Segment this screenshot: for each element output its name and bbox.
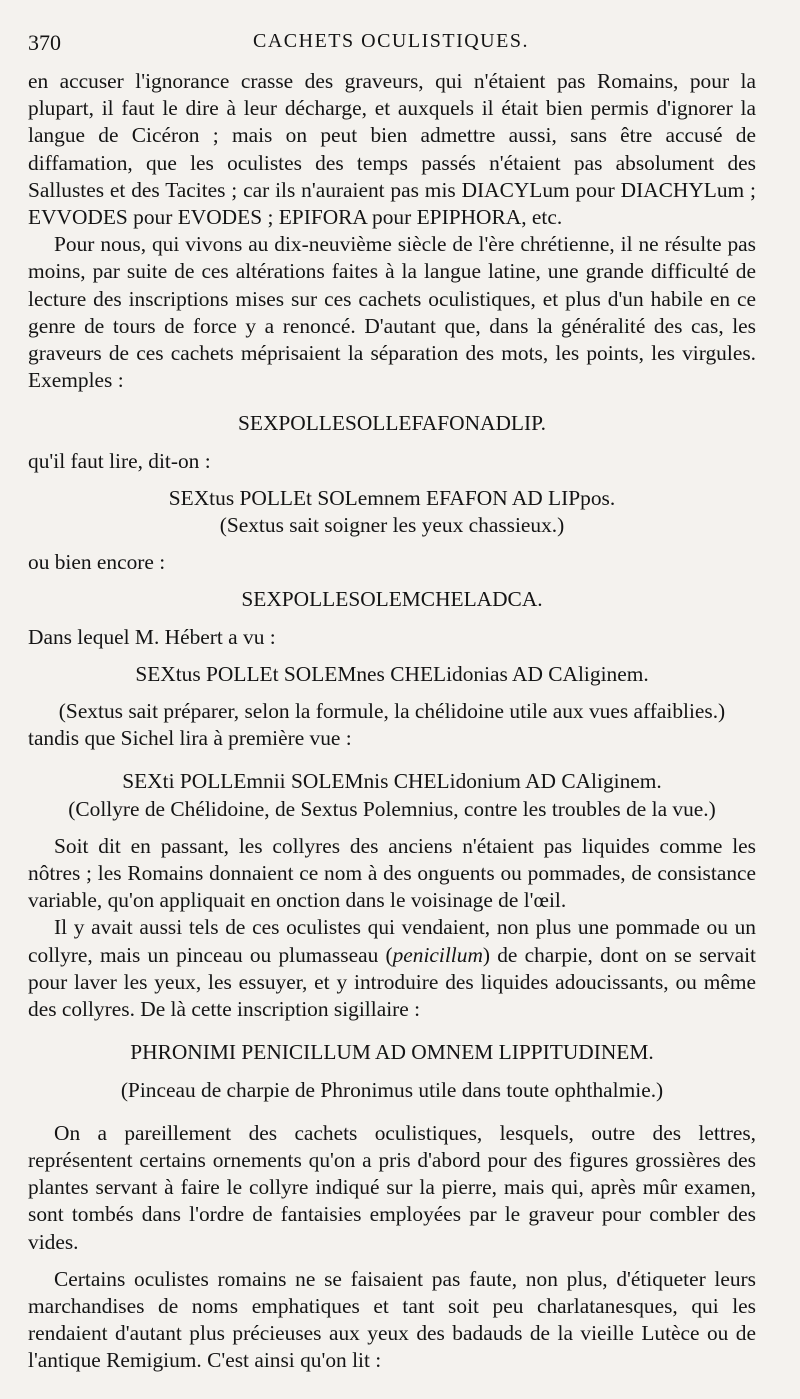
text-line: Dans lequel M. Hébert a vu : — [28, 624, 276, 649]
inscription-translation: (Sextus sait soigner les yeux chassieux.) — [219, 513, 565, 538]
inscription: SEXPOLLESOLEMCHELADCA. — [241, 587, 543, 612]
italic-term: penicillum — [392, 942, 483, 967]
paragraph-text: ) de charpie, dont on se servait pour laver les yeux, les essuyer, et y introduire des liquides adoucissants, ou même des collyres. De là cette inscription sigillaire : — [28, 942, 756, 1022]
page-body — [28, 68, 756, 1375]
inscription: SEXPOLLESOLLEFAFONADLIP. — [237, 411, 546, 436]
paragraph-text: Il y avait aussi tels de ces oculistes qui vendaient, non plus une pommade ou un collyre, mais un pinceau ou plumasseau ( — [28, 915, 756, 967]
running-title: CACHETS OCULISTIQUES. — [253, 30, 529, 52]
page-number: 370 — [28, 30, 61, 55]
inscription: PHRONIMI PENICILLUM AD OMNEM LIPPITUDINEM. — [130, 1040, 654, 1065]
paragraph: Certains oculistes romains ne se faisaient pas faute, non plus, d'étiqueter leurs marchandises de noms emphatiques et tant soit peu charlatanesques, qui les rendaient d'autant plus précieuses aux yeux des badauds de la vieille Lutèce ou de l'antique Remigium. C'est ainsi qu'on lit : — [28, 1266, 756, 1373]
inscription-reading: SEXti POLLEmnii SOLEMnis CHELidonium AD CAliginem. — [122, 769, 662, 794]
inscription-translation: (Sextus sait préparer, selon la formule, la chélidoine utile aux vues affaiblies.) — [58, 699, 726, 724]
paragraph: Soit dit en passant, les collyres des anciens n'étaient pas liquides comme les nôtres ; les Romains donnaient ce nom à des onguents ou pommades, de consistance variable, qu'on appliquait en onction dans le voisinage de l'œil. — [28, 833, 756, 913]
inscription-translation: (Collyre de Chélidoine, de Sextus Polemnius, contre les troubles de la vue.) — [68, 796, 716, 821]
text-line: qu'il faut lire, dit-on : — [28, 448, 211, 473]
inscription-reading: SEXtus POLLEt SOLEMnes CHELidonias AD CAliginem. — [135, 661, 649, 686]
paragraph-continued: en accuser l'ignorance crasse des graveurs, qui n'étaient pas Romains, pour la plupart, il faut le dire à leur décharge, et auxquels il était bien permis d'ignorer la langue de Cicéron ; mais on peut bien admettre aussi, sans être accusé de diffamation, que les oculistes des temps passés n'étaient pas absolument des Sallustes et des Tacites ; car ils n'auraient pas mis DIACYLum pour DIACHYLum ; EVVODES pour EVODES ; EPIFORA pour EPIPHORA, etc. — [28, 69, 756, 230]
inscription-reading: SEXtus POLLEt SOLemnem EFAFON AD LIPpos. — [168, 485, 616, 510]
paragraph: On a pareillement des cachets oculistiques, lesquels, outre des lettres, représentent certains ornements qu'on a pris d'abord pour des figures grossières des plantes servant à faire le collyre indiqué sur la pierre, mais qui, après mûr examen, sont tombés dans l'ordre de fantaisies employées par le graveur pour combler des vides. — [28, 1120, 756, 1254]
running-head — [28, 30, 754, 58]
text-line: ou bien encore : — [28, 550, 166, 575]
text-line: tandis que Sichel lira à première vue : — [28, 726, 352, 751]
paragraph: Pour nous, qui vivons au dix-neuvième siècle de l'ère chrétienne, il ne résulte pas moins, par suite de ces altérations faites à la langue latine, une grande difficulté de lecture des inscriptions mises sur ces cachets oculistiques, et plus d'un habile en ce genre de tours de force y a renoncé. D'autant que, dans la généralité des cas, les graveurs de ces cachets méprisaient la séparation des mots, les points, les virgules. Exemples : — [28, 232, 756, 393]
inscription-translation: (Pinceau de charpie de Phronimus utile dans toute ophthalmie.) — [120, 1077, 664, 1102]
paragraph — [28, 914, 756, 1023]
